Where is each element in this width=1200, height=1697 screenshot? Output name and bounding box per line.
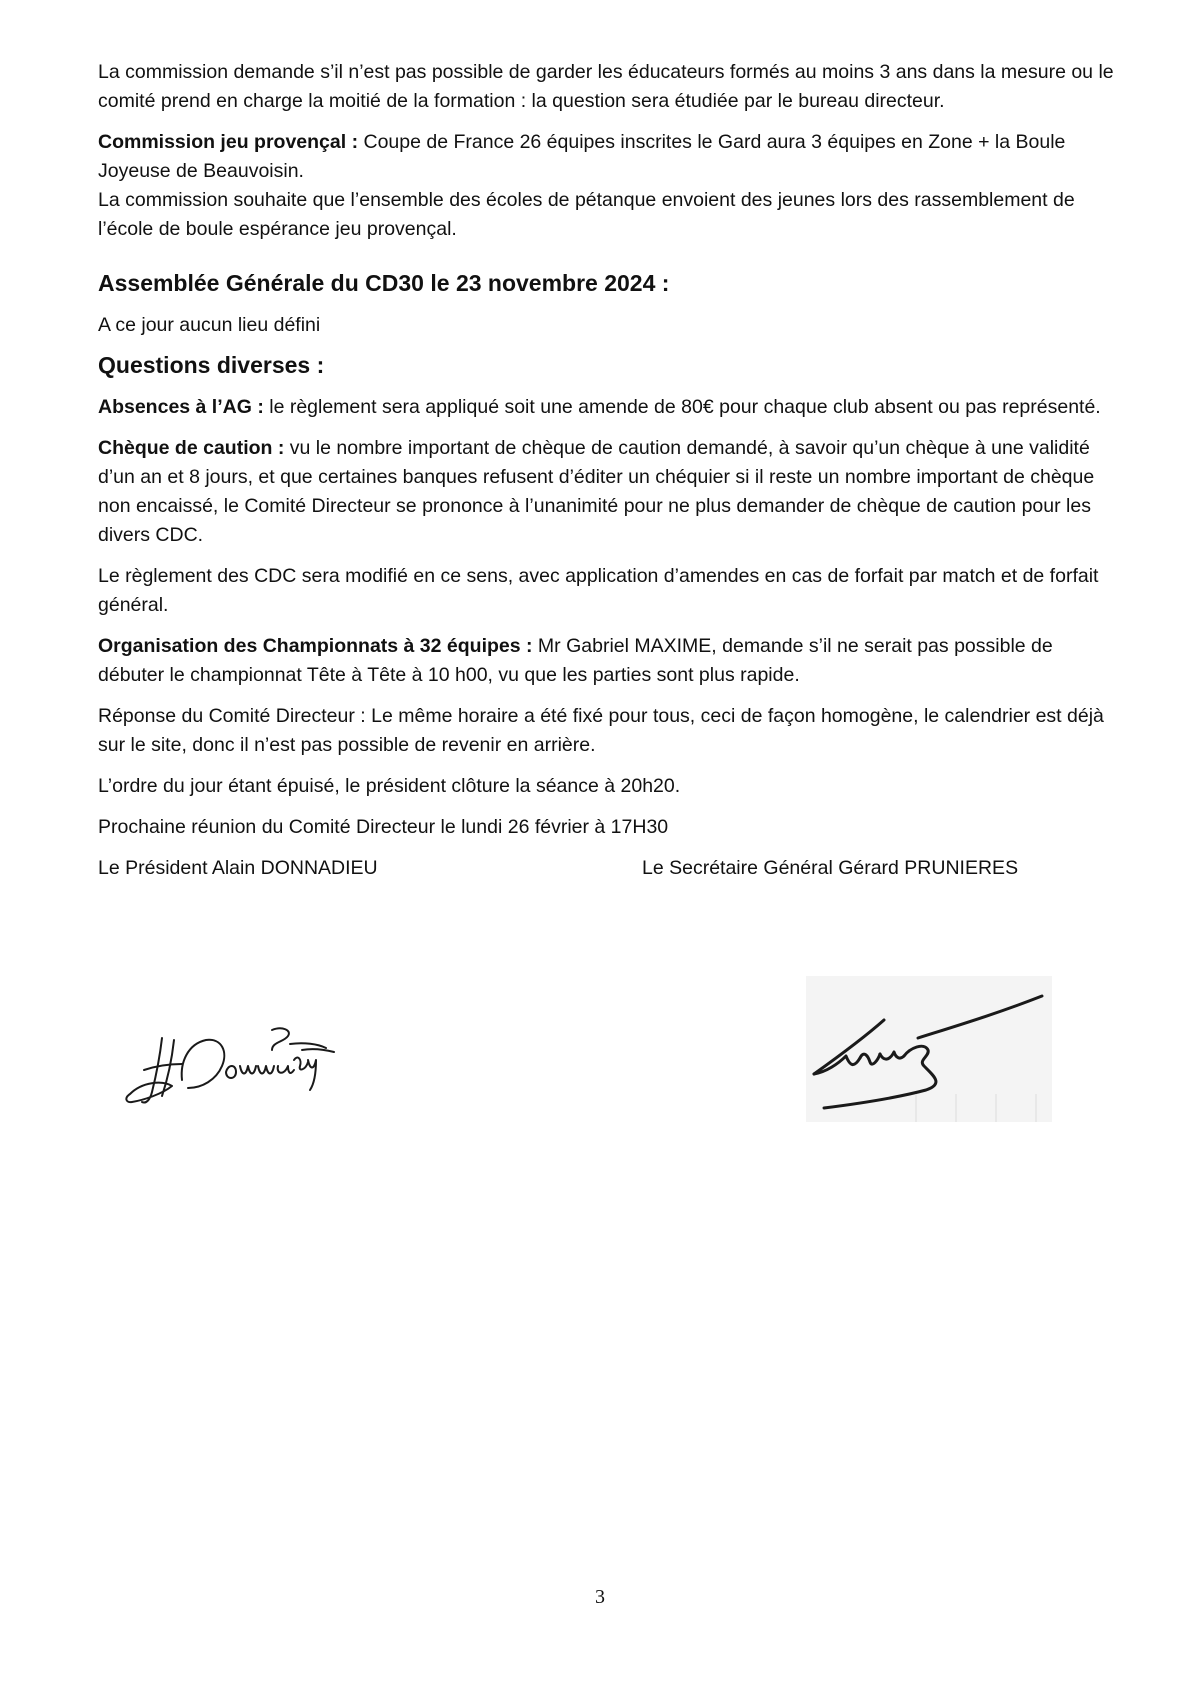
paragraph-educateurs: La commission demande s’il n’est pas possible de garder les éducateurs formés au moins 3 ans dans la mesure ou le comité prend en charge la moitié de la formation : la question sera étudiée par le bureau directeur. bbox=[98, 61, 1114, 112]
text-commission-jeu-provencal: Coupe de France 26 équipes inscrites le Gard aura 3 équipes en Zone + la Boule Joyeuse de Beauvoisin. bbox=[98, 131, 1066, 182]
text-absences: le règlement sera appliqué soit une amende de 80€ pour chaque club absent ou pas représenté. bbox=[263, 396, 1101, 418]
label-absences: Absences à l’AG : bbox=[98, 396, 264, 418]
text-cheque-caution: vu le nombre important de chèque de caution demandé, à savoir qu’un chèque à une validité d’un an et 8 jours, et que certaines banques refusent d’éditer un chéquier si il reste un nombre important de chèque non encaissé, le Comité Directeur se prononce à l’unanimité pour ne plus demander de chèque de caution pour les divers CDC. bbox=[98, 437, 1095, 546]
paragraph-ecoles-petanque: La commission souhaite que l’ensemble des écoles de pétanque envoient des jeunes lors des rassemblement de l’école de boule espérance jeu provençal. bbox=[98, 189, 1075, 240]
paragraph-cheque-caution bbox=[98, 434, 1118, 550]
secretaire-signature bbox=[806, 976, 1052, 1122]
heading-questions-diverses: Questions diverses : bbox=[98, 352, 325, 378]
paragraph-prochaine-reunion: Prochaine réunion du Comité Directeur le lundi 26 février à 17H30 bbox=[98, 816, 669, 838]
signature-labels bbox=[98, 854, 1118, 884]
label-organisation-championnats: Organisation des Championnats à 32 équipes : bbox=[98, 635, 533, 657]
secretaire-label: Le Secrétaire Général Gérard PRUNIERES bbox=[642, 857, 1019, 879]
paragraph-ag-lieu: A ce jour aucun lieu défini bbox=[98, 314, 321, 336]
paragraph-reponse-comite: Réponse du Comité Directeur : Le même horaire a été fixé pour tous, ceci de façon homogène, le calendrier est déjà sur le site, donc il n’est pas possible de revenir en arrière. bbox=[98, 705, 1104, 756]
text-organisation-championnats: Mr Gabriel MAXIME, demande s’il ne serait pas possible de débuter le championnat Tête à Tête à 10 h00, vu que les parties sont plus rapide. bbox=[98, 635, 1053, 686]
president-signature bbox=[122, 1000, 342, 1120]
paragraph-reglement-cdc: Le règlement des CDC sera modifié en ce sens, avec application d’amendes en cas de forfait par match et de forfait général. bbox=[98, 565, 1099, 616]
document-page bbox=[98, 58, 1118, 884]
paragraph-organisation-championnats bbox=[98, 632, 1118, 690]
paragraph-commission-jeu-provencal bbox=[98, 128, 1118, 186]
president-label: Le Président Alain DONNADIEU bbox=[98, 857, 378, 879]
label-cheque-caution: Chèque de caution : bbox=[98, 437, 285, 459]
paragraph-absences bbox=[98, 393, 1118, 422]
page-number: 3 bbox=[595, 1586, 605, 1608]
heading-assemblee-generale: Assemblée Générale du CD30 le 23 novembre 2024 : bbox=[98, 270, 670, 296]
paragraph-cloture: L’ordre du jour étant épuisé, le président clôture la séance à 20h20. bbox=[98, 775, 681, 797]
label-commission-jeu-provencal: Commission jeu provençal : bbox=[98, 131, 359, 153]
